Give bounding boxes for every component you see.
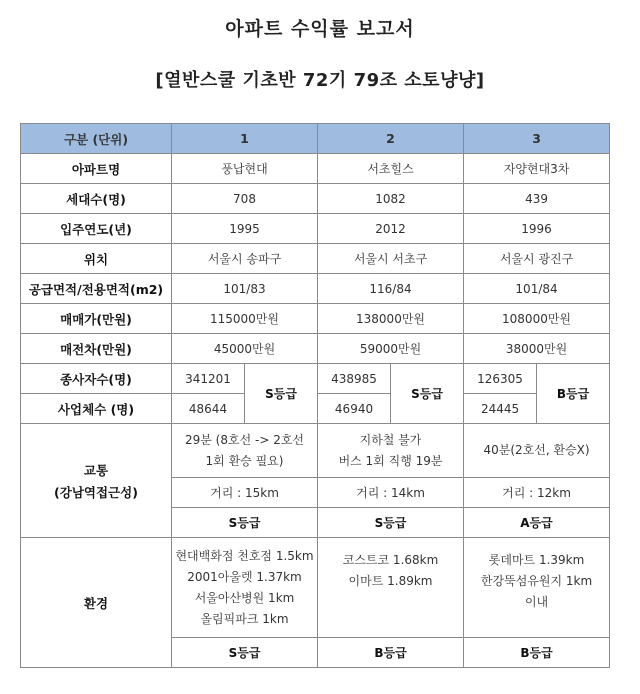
transport-label: 교통 <box>83 462 109 478</box>
env-3-line-2: 한강뚝섬유원지 1km <box>480 574 593 588</box>
cell-env-1 <box>172 538 318 638</box>
row-label-businesses: 사업체수 (명) <box>21 394 172 424</box>
env-3-line-1: 롯데마트 1.39km <box>488 553 585 567</box>
cell-name-1: 풍납현대 <box>172 154 318 184</box>
cell-units-1: 708 <box>172 184 318 214</box>
cell-transport-route-3 <box>464 424 610 478</box>
cell-name-2: 서초힐스 <box>318 154 464 184</box>
route-3-line-1: 40분(2호선, 환승X) <box>483 443 590 457</box>
cell-transport-dist-2: 거리 : 14km <box>318 478 464 508</box>
row-label-environment: 환경 <box>21 538 172 668</box>
cell-jeonse-1: 45000만원 <box>172 334 318 364</box>
cell-env-3 <box>464 538 610 638</box>
cell-workers-1: 341201 <box>172 364 245 394</box>
cell-units-3: 439 <box>464 184 610 214</box>
job-grade-2: S등급 <box>391 364 464 424</box>
row-label-price: 매매가(만원) <box>21 304 172 334</box>
cell-price-1: 115000만원 <box>172 304 318 334</box>
header-col-2: 2 <box>318 124 464 154</box>
job-grade-3: B등급 <box>537 364 610 424</box>
route-1-line-1: 29분 (8호선 -> 2호선 <box>185 432 305 447</box>
transport-sublabel: (강남역접근성) <box>54 484 138 500</box>
cell-workers-3: 126305 <box>464 364 537 394</box>
row-label-location: 위치 <box>21 244 172 274</box>
cell-year-1: 1995 <box>172 214 318 244</box>
row-label-transport <box>21 424 172 538</box>
header-col-3: 3 <box>464 124 610 154</box>
cell-name-3: 자양현대3차 <box>464 154 610 184</box>
route-2-line-1: 지하철 불가 <box>359 432 422 447</box>
route-2-line-2: 버스 1회 직행 19분 <box>338 453 443 468</box>
apartment-table <box>20 123 610 668</box>
env-grade-3: B등급 <box>464 638 610 668</box>
env-1-line-4: 올림픽파크 1km <box>200 611 289 626</box>
row-label-name: 아파트명 <box>21 154 172 184</box>
row-label-units: 세대수(명) <box>21 184 172 214</box>
cell-area-3: 101/84 <box>464 274 610 304</box>
cell-businesses-1: 48644 <box>172 394 245 424</box>
cell-units-2: 1082 <box>318 184 464 214</box>
report-title: 아파트 수익률 보고서 <box>225 18 415 40</box>
env-grade-1: S등급 <box>172 638 318 668</box>
env-2-line-2: 이마트 1.89km <box>348 574 433 588</box>
transport-grade-2: S등급 <box>318 508 464 538</box>
report-subtitle: [열반스쿨 기초반 72기 79조 소토냥냥] <box>155 70 485 91</box>
job-grade-1: S등급 <box>245 364 318 424</box>
transport-grade-3: A등급 <box>464 508 610 538</box>
cell-year-3: 1996 <box>464 214 610 244</box>
cell-transport-dist-1: 거리 : 15km <box>172 478 318 508</box>
header-col-1: 1 <box>172 124 318 154</box>
transport-grade-1: S등급 <box>172 508 318 538</box>
env-2-line-1: 코스트코 1.68km <box>342 553 439 567</box>
cell-area-2: 116/84 <box>318 274 464 304</box>
cell-location-3: 서울시 광진구 <box>464 244 610 274</box>
cell-env-2 <box>318 538 464 638</box>
cell-area-1: 101/83 <box>172 274 318 304</box>
env-1-line-3: 서울아산병원 1km <box>194 590 295 605</box>
cell-location-2: 서울시 서초구 <box>318 244 464 274</box>
route-1-line-2: 1회 환승 필요) <box>205 453 284 468</box>
row-label-year: 입주연도(년) <box>21 214 172 244</box>
cell-transport-route-1 <box>172 424 318 478</box>
cell-location-1: 서울시 송파구 <box>172 244 318 274</box>
header-category: 구분 (단위) <box>21 124 172 154</box>
row-label-area: 공급면적/전용면적(m2) <box>21 274 172 304</box>
env-1-line-2: 2001아울렛 1.37km <box>187 569 302 584</box>
cell-jeonse-2: 59000만원 <box>318 334 464 364</box>
env-grade-2: B등급 <box>318 638 464 668</box>
row-label-workers: 종사자수(명) <box>21 364 172 394</box>
row-label-jeonse: 매전차(만원) <box>21 334 172 364</box>
cell-transport-route-2 <box>318 424 464 478</box>
cell-price-3: 108000만원 <box>464 304 610 334</box>
cell-jeonse-3: 38000만원 <box>464 334 610 364</box>
cell-businesses-3: 24445 <box>464 394 537 424</box>
cell-workers-2: 438985 <box>318 364 391 394</box>
cell-year-2: 2012 <box>318 214 464 244</box>
cell-businesses-2: 46940 <box>318 394 391 424</box>
cell-price-2: 138000만원 <box>318 304 464 334</box>
cell-transport-dist-3: 거리 : 12km <box>464 478 610 508</box>
env-1-line-1: 현대백화점 천호점 1.5km <box>175 548 314 563</box>
env-3-line-3: 이내 <box>524 595 549 609</box>
